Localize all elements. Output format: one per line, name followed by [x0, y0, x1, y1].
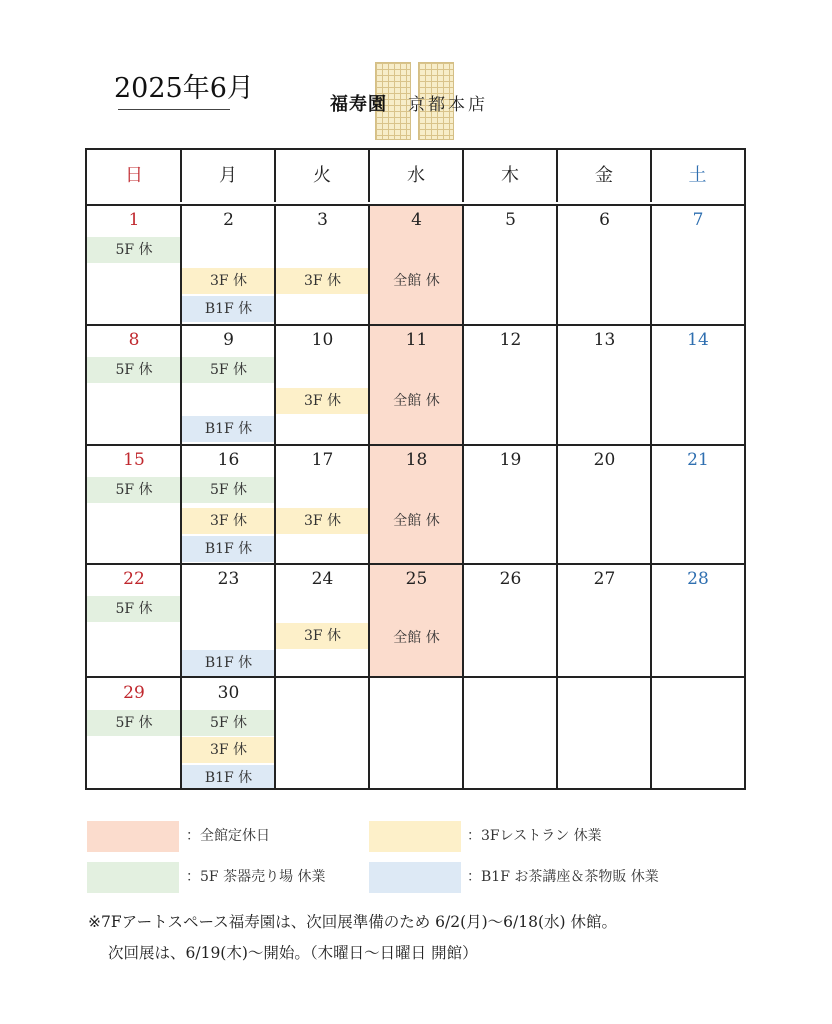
- legend-swatch-closed: [87, 821, 179, 852]
- calendar-day-cell[interactable]: [652, 206, 744, 324]
- day-number: 14: [687, 330, 709, 350]
- closure-band-5f: 5F 休: [87, 477, 181, 503]
- day-number: 18: [405, 450, 428, 470]
- day-number: 12: [499, 330, 522, 350]
- calendar-day-cell[interactable]: [558, 326, 651, 444]
- grid-row-line: [87, 563, 744, 565]
- month-title: 2025年6月: [114, 73, 254, 104]
- closure-band-3f: 3F 休: [276, 508, 369, 534]
- day-number: 23: [217, 569, 240, 589]
- grid-column-line: [462, 150, 464, 788]
- day-number: 27: [593, 569, 616, 589]
- calendar-day-cell[interactable]: [652, 326, 744, 444]
- calendar-day-cell[interactable]: [276, 206, 369, 324]
- weekday-header-cell: 木: [501, 165, 519, 186]
- calendar-grid: [85, 148, 746, 790]
- calendar-day-cell[interactable]: [182, 326, 275, 444]
- day-number: 30: [217, 683, 240, 703]
- closure-band-b1f: B1F 休: [182, 296, 275, 322]
- day-number: 10: [311, 330, 334, 350]
- calendar-day-cell[interactable]: [276, 446, 369, 563]
- calendar-day-cell[interactable]: [276, 565, 369, 676]
- calendar-day-cell[interactable]: [276, 326, 369, 444]
- day-number: 19: [499, 450, 522, 470]
- closure-band-b1f: B1F 休: [182, 536, 275, 562]
- weekday-header-cell: 金: [595, 165, 613, 186]
- closure-band-3f: 3F 休: [276, 623, 369, 649]
- calendar-day-cell[interactable]: [370, 206, 463, 324]
- closed-all-label: 全館 休: [393, 273, 440, 289]
- calendar-day-cell[interactable]: [464, 206, 557, 324]
- day-number: 13: [593, 330, 616, 350]
- title-underline: [118, 109, 230, 110]
- day-number: 24: [311, 569, 334, 589]
- closure-band-3f: 3F 休: [182, 268, 275, 294]
- grid-column-line: [650, 150, 652, 788]
- grid-column-line: [180, 150, 182, 788]
- day-number: 5: [505, 210, 516, 230]
- calendar-day-cell[interactable]: [182, 446, 275, 563]
- legend-swatch-b1f: [369, 862, 461, 893]
- calendar-day-cell[interactable]: [558, 446, 651, 563]
- closure-band-5f: 5F 休: [182, 477, 275, 503]
- calendar-day-cell[interactable]: [652, 446, 744, 563]
- day-number: 4: [411, 210, 422, 230]
- calendar-day-cell[interactable]: [464, 565, 557, 676]
- weekday-header-cell: 火: [313, 165, 331, 186]
- calendar-day-cell[interactable]: [87, 446, 181, 563]
- calendar-day-cell[interactable]: [182, 679, 275, 788]
- closure-band-3f: 3F 休: [182, 508, 275, 534]
- day-number: 6: [599, 210, 610, 230]
- calendar-day-cell[interactable]: [370, 565, 463, 676]
- weekday-header: [87, 150, 744, 204]
- legend-label-3f: ：3Fレストラン 休業: [467, 828, 602, 844]
- closure-band-b1f: B1F 休: [182, 765, 275, 788]
- logo-brand-name: 福寿園: [330, 94, 387, 115]
- calendar-day-cell[interactable]: [464, 326, 557, 444]
- day-number: 15: [123, 450, 145, 470]
- closure-band-b1f: B1F 休: [182, 416, 275, 442]
- store-logo: [330, 62, 510, 140]
- closure-band-3f: 3F 休: [182, 737, 275, 763]
- closure-band-5f: 5F 休: [182, 710, 275, 736]
- weekday-header-cell: 月: [219, 165, 237, 186]
- calendar-day-cell[interactable]: [370, 446, 463, 563]
- day-number: 8: [128, 330, 140, 350]
- day-number: 29: [123, 683, 145, 703]
- legend-swatch-3f: [369, 821, 461, 852]
- day-number: 7: [692, 210, 704, 230]
- grid-row-line: [87, 444, 744, 446]
- grid-row-line: [87, 204, 744, 206]
- grid-column-line: [368, 150, 370, 788]
- calendar-day-cell[interactable]: [87, 206, 181, 324]
- closure-band-b1f: B1F 休: [182, 650, 275, 676]
- closure-band-5f: 5F 休: [87, 237, 181, 263]
- day-number: 25: [405, 569, 428, 589]
- calendar-day-cell[interactable]: [558, 206, 651, 324]
- grid-row-line: [87, 676, 744, 678]
- day-number: 11: [405, 330, 428, 350]
- day-number: 17: [311, 450, 334, 470]
- calendar-day-cell[interactable]: [182, 565, 275, 676]
- day-number: 3: [317, 210, 328, 230]
- calendar-day-cell[interactable]: [464, 679, 557, 788]
- calendar-day-cell[interactable]: [558, 679, 651, 788]
- closure-band-5f: 5F 休: [182, 357, 275, 383]
- weekday-header-cell: 土: [688, 165, 707, 186]
- closure-band-5f: 5F 休: [87, 357, 181, 383]
- grid-row-line: [87, 324, 744, 326]
- closed-all-label: 全館 休: [393, 630, 440, 646]
- calendar-day-cell[interactable]: [652, 565, 744, 676]
- weekday-header-cell: 水: [407, 165, 425, 186]
- weekday-header-cell: 日: [125, 165, 143, 186]
- closure-band-3f: 3F 休: [276, 268, 369, 294]
- closure-band-5f: 5F 休: [87, 596, 181, 622]
- calendar-day-cell[interactable]: [370, 326, 463, 444]
- day-number: 1: [128, 210, 140, 230]
- note-line-2: 次回展は、6/19(木)〜開始。（木曜日〜日曜日 開館）: [108, 944, 478, 962]
- day-number: 28: [687, 569, 709, 589]
- closed-all-label: 全館 休: [393, 513, 440, 529]
- legend-label-5f: ：5F 茶器売り場 休業: [186, 869, 326, 885]
- closure-band-5f: 5F 休: [87, 710, 181, 736]
- calendar-day-cell[interactable]: [87, 565, 181, 676]
- calendar-day-cell[interactable]: [87, 679, 181, 788]
- calendar-day-cell[interactable]: [370, 679, 463, 788]
- note-line-1: ※7Fアートスペース福寿園は、次回展準備のため 6/2(月)〜6/18(水) 休館。: [88, 913, 618, 931]
- calendar-day-cell[interactable]: [652, 679, 744, 788]
- legend-label-closed: ：全館定休日: [186, 828, 270, 844]
- calendar-day-cell[interactable]: [558, 565, 651, 676]
- closed-all-label: 全館 休: [393, 393, 440, 409]
- logo-branch-name: 京都本店: [408, 95, 488, 115]
- calendar-day-cell[interactable]: [464, 446, 557, 563]
- day-number: 26: [499, 569, 522, 589]
- calendar-day-cell[interactable]: [87, 326, 181, 444]
- day-number: 2: [223, 210, 234, 230]
- day-number: 21: [687, 450, 709, 470]
- legend-swatch-5f: [87, 862, 179, 893]
- calendar-day-cell[interactable]: [182, 206, 275, 324]
- calendar-day-cell[interactable]: [276, 679, 369, 788]
- grid-column-line: [556, 150, 558, 788]
- day-number: 20: [593, 450, 616, 470]
- closure-band-3f: 3F 休: [276, 388, 369, 414]
- day-number: 16: [217, 450, 240, 470]
- day-number: 9: [223, 330, 234, 350]
- day-number: 22: [123, 569, 145, 589]
- legend-label-b1f: ：B1F お茶講座＆茶物販 休業: [467, 869, 659, 885]
- grid-column-line: [274, 150, 276, 788]
